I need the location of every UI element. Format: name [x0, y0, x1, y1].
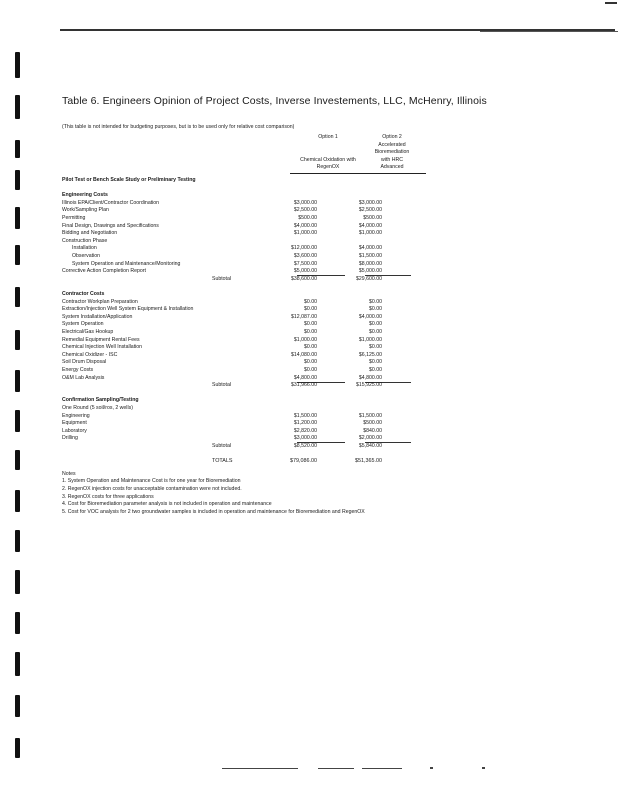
table-row — [62, 223, 442, 231]
disclaimer-text: (This table is not intended for budgeting purposes, but is to be used only for relative cost comparison) — [62, 124, 295, 130]
note-item: 5. Cost for VOC analysis for 2 two groundwater samples is included in operation and maintenance for Bioremediation and RegenOX — [62, 508, 365, 515]
option2-cost: $1,500.00 — [358, 253, 382, 259]
binder-hole — [15, 245, 20, 265]
row-label: Extraction/Injection Well System Equipment & Installation — [62, 306, 194, 313]
binder-hole — [15, 695, 20, 717]
row-label: System Operation — [62, 321, 104, 328]
subtotal-label: Subtotal — [212, 382, 232, 389]
row-label: Chemical Injection Well Installation — [62, 344, 143, 351]
table-row — [62, 413, 442, 421]
table-row — [62, 329, 442, 337]
option2-cost: $29,600.00 — [356, 275, 382, 282]
header-line: RegenOX — [316, 164, 340, 170]
row-label: Engineering Costs — [62, 192, 108, 199]
subtotal-label: TOTALS — [212, 458, 233, 465]
binder-hole — [15, 410, 20, 432]
option1-cost: $79,086.00 — [290, 458, 317, 465]
binder-hole — [15, 450, 20, 470]
footer-mark — [482, 767, 485, 769]
row-label: One Round (5 soil/ros, 2 wells) — [62, 405, 133, 411]
option2-cost: $8,000.00 — [358, 260, 382, 267]
binder-hole — [15, 207, 20, 229]
table-row — [62, 207, 442, 215]
subtotal-label: Subtotal — [212, 275, 232, 282]
option2-cost: $500.00 — [363, 215, 382, 221]
option2-cost: $0.00 — [369, 359, 382, 366]
option1-cost: $4,000.00 — [293, 222, 317, 229]
table-row — [62, 321, 442, 329]
option2-cost: $0.00 — [369, 367, 382, 373]
table-row — [62, 238, 442, 246]
option2-cost: $4,000.00 — [358, 245, 382, 252]
option1-cost: $0.00 — [304, 306, 317, 313]
subtotal-row — [62, 458, 442, 466]
table-row — [62, 299, 442, 307]
option2-cost: $1,000.00 — [358, 230, 382, 237]
option1-cost: $3,000.00 — [293, 199, 317, 206]
binder-hole — [15, 612, 20, 634]
option2-cost: $5,000.00 — [358, 268, 382, 275]
table-row — [62, 253, 442, 261]
row-label: System Installation/Application — [62, 313, 133, 320]
option1-cost: $0.00 — [304, 367, 317, 373]
binder-hole — [15, 490, 20, 512]
option2-cost: $6,125.00 — [358, 351, 382, 358]
option2-cost: $4,000.00 — [358, 222, 382, 229]
notes-section — [62, 471, 365, 517]
row-label: Installation — [72, 245, 97, 252]
option2-cost: $5,840.00 — [358, 443, 382, 449]
row-label: Contractor Costs — [62, 291, 105, 297]
option1-cost: $3,600.00 — [293, 253, 317, 259]
binder-hole — [15, 738, 20, 758]
option2-cost: $0.00 — [369, 298, 382, 305]
footer-rule — [318, 768, 354, 769]
table-row — [62, 344, 442, 352]
row-label: Construction Phase — [62, 237, 108, 244]
option2-cost: $2,000.00 — [358, 435, 382, 442]
table-row — [62, 215, 442, 223]
row-label: Laboratory — [62, 427, 87, 434]
row-label: Bidding and Negotiation — [62, 230, 118, 237]
binder-hole — [15, 530, 20, 552]
row-label: Observation — [72, 253, 100, 259]
row-label: System Operation and Maintenance/Monitoring — [72, 260, 181, 267]
section-heading-row — [62, 177, 442, 185]
option1-cost: $38,600.00 — [291, 275, 317, 282]
note-item: 3. RegenOX costs for three applications — [62, 493, 154, 500]
header-line: Advanced — [380, 164, 404, 170]
option2-cost: $15,925.00 — [356, 382, 382, 389]
option2-cost: $1,500.00 — [358, 412, 382, 419]
table-row — [62, 283, 442, 291]
option1-cost: $14,080.00 — [291, 351, 317, 358]
top-rule-secondary — [480, 31, 618, 32]
row-label: Pilot Test or Bench Scale Study or Preliminary Testing — [62, 177, 196, 183]
option1-cost: $0.00 — [304, 329, 317, 335]
row-label: Corrective Action Completion Report — [62, 268, 146, 275]
row-label: Energy Costs — [62, 367, 94, 373]
table-row — [62, 428, 442, 436]
option2-header-underline — [362, 173, 426, 174]
row-label: Remedial Equipment Rental Fees — [62, 336, 140, 343]
footer-rule — [222, 768, 298, 769]
row-label: Contractor Workplan Preparation — [62, 298, 138, 305]
note-item: 1. System Operation and Maintenance Cost is for one year for Bioremediation — [62, 478, 241, 485]
option2-cost: $0.00 — [369, 306, 382, 313]
option1-cost: $500.00 — [298, 215, 317, 221]
page-title: Table 6. Engineers Opinion of Project Costs, Inverse Investements, LLC, McHenry, Illinois — [62, 95, 487, 107]
option2-header — [352, 134, 432, 172]
binder-hole — [15, 52, 20, 78]
row-label: Confirmation Sampling/Testing — [62, 397, 139, 404]
row-label: Permitting — [62, 215, 86, 221]
binder-hole — [15, 95, 20, 119]
option1-cost: $3,000.00 — [293, 435, 317, 442]
option2-cost: $51,365.00 — [355, 458, 382, 465]
option2-cost: $1,000.00 — [358, 336, 382, 343]
subtotal-row — [62, 443, 442, 451]
option1-cost: $12,087.00 — [291, 313, 317, 320]
option1-cost: $8,520.00 — [293, 443, 317, 449]
option2-cost: $0.00 — [369, 329, 382, 335]
binder-hole — [15, 170, 20, 190]
option2-cost: $0.00 — [369, 344, 382, 351]
subtotal-row — [62, 382, 442, 390]
option2-cost: $3,000.00 — [358, 199, 382, 206]
table-row — [62, 367, 442, 375]
option2-cost: $500.00 — [363, 420, 382, 427]
row-label: Equipment — [62, 420, 87, 427]
table-row — [62, 337, 442, 345]
option2-cost: $2,500.00 — [358, 207, 382, 214]
table-row — [62, 420, 442, 428]
option1-cost: $2,820.00 — [293, 427, 317, 434]
row-label: Illinois EPA/Client/Contractor Coordination — [62, 199, 160, 206]
option1-cost: $4,800.00 — [293, 374, 317, 381]
row-label: Chemical Oxidizer - ISC — [62, 351, 118, 358]
subtotal-row — [62, 276, 442, 284]
subtotal-label: Subtotal — [212, 443, 232, 449]
option1-cost: $0.00 — [304, 344, 317, 351]
header-line: Chemical Oxidation with — [300, 156, 356, 163]
table-row — [62, 405, 442, 413]
option1-cost: $2,500.00 — [293, 207, 317, 214]
option1-cost: $1,200.00 — [293, 420, 317, 427]
option1-cost: $0.00 — [304, 359, 317, 366]
footer-rule — [362, 768, 402, 769]
option1-cost: $31,966.00 — [291, 382, 317, 389]
binder-hole — [15, 570, 20, 594]
option2-cost: $4,000.00 — [358, 313, 382, 320]
row-label: Electrical/Gas Hookup — [62, 329, 114, 335]
option1-cost: $0.00 — [304, 298, 317, 305]
binder-hole — [15, 287, 20, 307]
option2-cost: $0.00 — [369, 321, 382, 328]
option1-cost: $7,500.00 — [293, 260, 317, 267]
table-row — [62, 200, 442, 208]
table-row — [62, 359, 442, 367]
note-item: 2. RegenOX injection costs for unacceptable contamination were not included. — [62, 485, 242, 492]
row-label: Work/Sampling Plan — [62, 207, 109, 214]
section-heading-row — [62, 397, 442, 405]
option1-cost: $1,000.00 — [293, 336, 317, 343]
option1-header-underline — [290, 173, 366, 174]
option1-cost: $5,000.00 — [293, 268, 317, 275]
section-heading-row — [62, 291, 442, 299]
note-item: 4. Cost for Bioremediation parameter analysis is not included in operation and maintenance — [62, 501, 272, 508]
table-row — [62, 261, 442, 269]
row-label: Drilling — [62, 435, 78, 442]
section-heading-row — [62, 192, 442, 200]
option1-cost: $0.00 — [304, 321, 317, 328]
table-row — [62, 314, 442, 322]
binder-hole — [15, 370, 20, 392]
table-row — [62, 352, 442, 360]
binder-hole — [15, 652, 20, 676]
scan-mark — [605, 2, 617, 4]
option1-cost: $1,500.00 — [293, 412, 317, 419]
table-row — [62, 306, 442, 314]
row-label: Final Design, Drawings and Specifications — [62, 222, 159, 229]
table-row — [62, 245, 442, 253]
row-label: Engineering — [62, 412, 90, 419]
header-line: Accelerated — [378, 141, 406, 148]
binder-hole — [15, 330, 20, 350]
footer-mark — [430, 767, 433, 769]
table-row — [62, 451, 442, 459]
option1-cost: $1,000.00 — [293, 230, 317, 237]
table-row — [62, 390, 442, 398]
row-label: O&M Lab Analysis — [62, 374, 105, 381]
option1-cost: $12,000.00 — [291, 245, 317, 252]
header-line: Option 1 — [318, 134, 338, 140]
binder-hole — [15, 140, 20, 158]
option2-cost: $4,800.00 — [358, 374, 382, 381]
header-line: Option 2 — [382, 134, 402, 140]
table-row — [62, 185, 442, 193]
header-line: Bioremediation — [374, 149, 410, 155]
header-line: with HRC — [381, 156, 403, 163]
table-row — [62, 230, 442, 238]
row-label: Soil Drum Disposal — [62, 359, 107, 366]
notes-heading: Notes — [62, 470, 76, 477]
option2-cost: $840.00 — [363, 427, 382, 434]
